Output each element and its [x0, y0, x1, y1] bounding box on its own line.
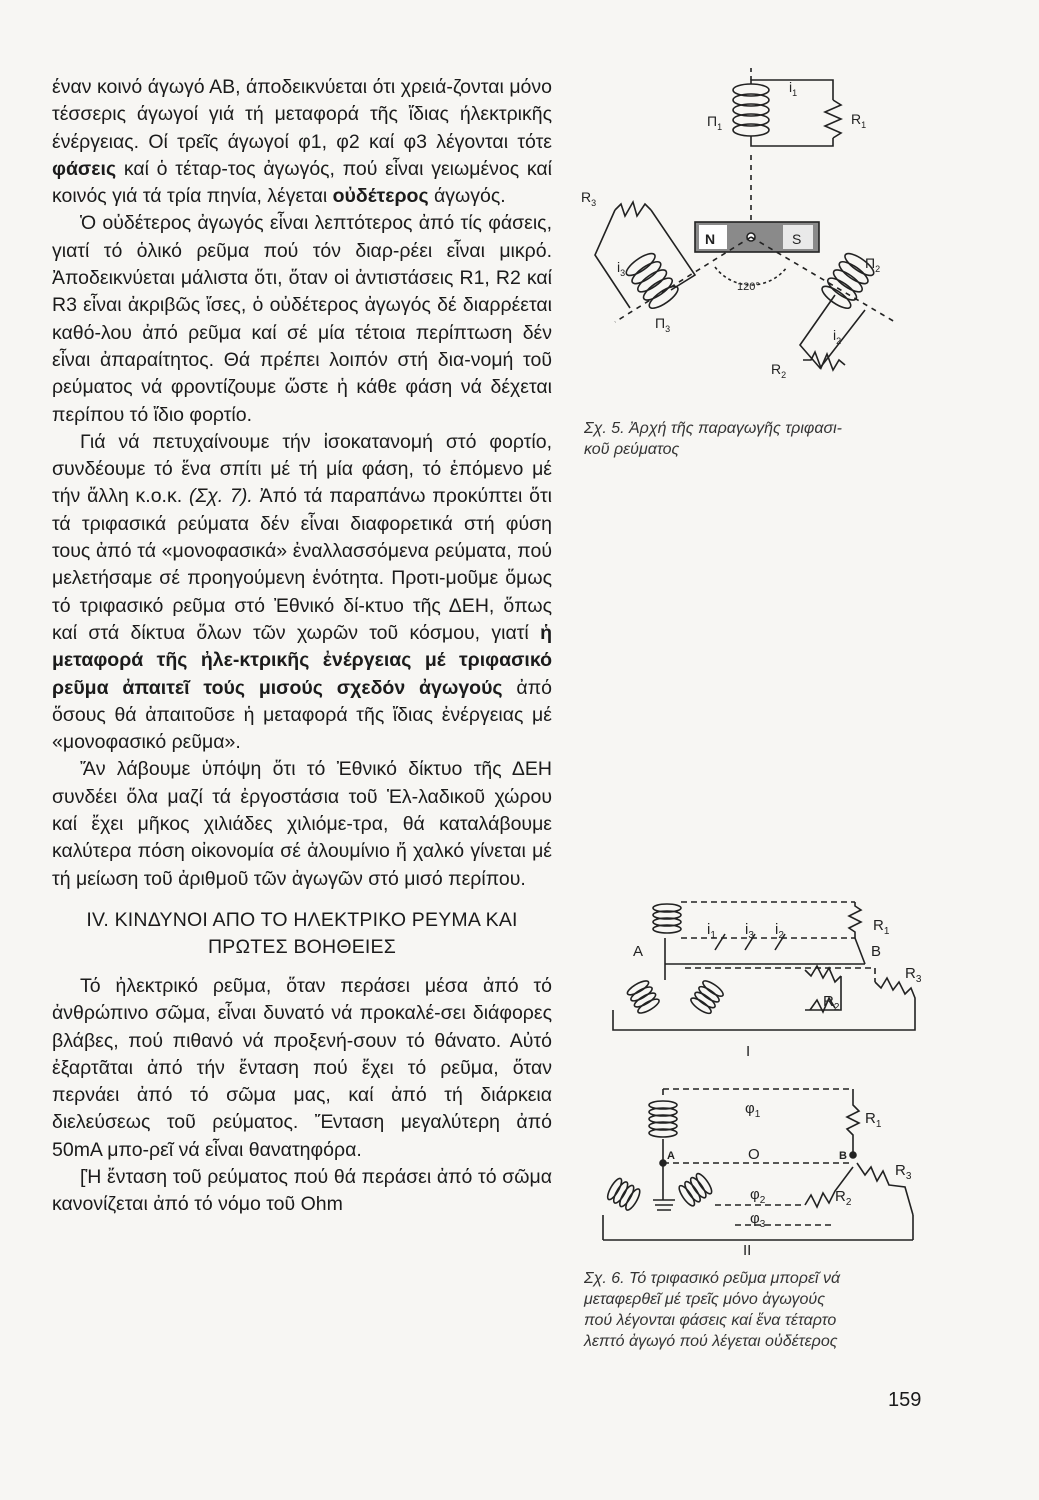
figure-5-caption: Σχ. 5. Ἀρχή τῆς παραγωγῆς τριφασι- κοῦ ρεύματος: [584, 420, 842, 458]
label-i1-top: $i_1$: [707, 921, 716, 941]
p3-run-4: ἀπό ὅσους θά ἀπαιτοῦσε ἡ μεταφορά τῆς ἴδιας ἐνέργειας μέ «μονοφασικό ρεῦμα».: [52, 676, 552, 754]
label-i3-top: $i_3$: [745, 921, 754, 941]
label-phi1: $\varphi_1$: [745, 1100, 761, 1120]
figure-5-diagram: [575, 60, 915, 400]
p6-run-0: [Ἡ ἔνταση τοῦ ρεύματος πού θά περάσει ἀπό τό σῶμα κανονίζεται ἀπό τό νόμο τοῦ Ohm: [52, 1165, 552, 1216]
p1-run-2: καί ὁ τέταρ-τος ἀγωγός, πού εἶναι γειωμένος καί κοινός γιά τά τρία πηνία, λέγεται: [52, 157, 552, 208]
label-i1: $i_1$: [789, 79, 798, 98]
p1-run-3: οὐδέτερος: [332, 185, 429, 208]
coil-ii-center: [677, 1172, 715, 1208]
p3-run-2: Ἀπό τά παραπάνω προκύπτει ὅτι τά τριφασικά ρεύματα δέν εἶναι διαφορετικά στή φύση τους ἀπό τά «μονοφασικά» ἐναλλασσόμενα ρεύματα, πού μελετήσαμε σέ προηγούμενη ἑνότητα. Προτι-μοῦμε ὅμως τό τριφασικό ρεῦμα στό Ἐθνικό δί-κτυο τῆς ΔΕΗ, ὅπως καί στά δίκτυα ὅλων τῶν χωρῶν τοῦ κόσμου, γιατί: [52, 485, 552, 644]
coil-top-left: [653, 904, 681, 933]
main-text-column: [52, 74, 552, 1219]
paragraph-3: [52, 429, 552, 757]
label-roman-ii: II: [743, 1242, 752, 1259]
p1-run-0: έναν κοινό άγωγό ΑΒ, άποδεικνύεται ότι χρειά-ζονται μόνο τέσσερις άγωγοί γιά τή μεταφορά τῆς ἴδιας ήλεκτρικῆς ένέργειας. Οί τρεῖς άγωγοί φ1, φ2 καί φ3 λέγονται τότε: [52, 76, 552, 153]
coil-bottom-center: [689, 978, 725, 1016]
paragraph-1: [52, 74, 552, 210]
label-i3: $i_3$: [617, 259, 626, 278]
label-i2-top: $i_2$: [775, 921, 784, 941]
label-south: S: [792, 231, 802, 247]
label-r1-top: $R_1$: [873, 917, 890, 937]
label-pi1: $\Pi_1$: [707, 113, 723, 132]
figure-6-caption: Σχ. 6. Τό τριφασικό ρεῦμα μπορεῖ νά μεταφερθεῖ μέ τρεῖς μόνο ἀγωγούς πού λέγονται φάσεις καί ἕνα τέταρτο λεπτό ἀγωγό πού λέγεται οὐδέτερος: [584, 1270, 841, 1350]
paragraph-2: [52, 210, 552, 428]
page-number: 159: [888, 1389, 922, 1411]
section-heading-line-1: IV. ΚΙΝΔΥΝΟΙ ΑΠΟ ΤΟ ΗΛΕΚΤΡΙΚΟ ΡΕΥΜΑ ΚΑΙ: [86, 908, 518, 931]
figure-6-diagram-II: [595, 1075, 940, 1260]
p1-run-4: άγωγός.: [428, 185, 506, 208]
label-r2-top: $R_2$: [823, 993, 840, 1013]
coil-pi1: [733, 84, 769, 136]
label-r3-bottom: $R_3$: [895, 1162, 912, 1182]
label-r2-bottom: $R_2$: [835, 1188, 852, 1208]
section-heading: [52, 907, 552, 961]
coil-ii-top: [649, 1101, 677, 1137]
p1-run-1: φάσεις: [52, 157, 117, 180]
coil-pi3: [623, 250, 681, 312]
paragraph-6: [52, 1164, 552, 1219]
label-r2: $R_2$: [771, 361, 787, 380]
p4-run-0: Ἄν λάβουμε ὑπόψη ὅτι τό Ἐθνικό δίκτυο τῆς ΔΕΗ συνδέει ὅλα μαζί τά ἐργοστάσια τοῦ Ἑλ-λαδικοῦ χώρου καί ἔχει μῆκος χιλιάδες χιλιόμε-τρα, θά καταλάβουμε καλύτερα πόση οἰκονομία σέ ἀλουμίνιο ἤ χαλκό γίνεται μέ τή μείωση τοῦ ἀριθμοῦ τῶν ἀγωγῶν στό μισό περίπου.: [52, 758, 552, 890]
label-north: N: [705, 231, 716, 247]
section-heading-line-2: ΠΡΩΤΕΣ ΒΟΗΘΕΙΕΣ: [208, 935, 396, 958]
p3-run-1: (Σχ. 7).: [188, 485, 253, 508]
coil-bottom-left: [626, 978, 661, 1015]
paragraph-4: [52, 756, 552, 892]
label-phi2: $\varphi_2$: [750, 1186, 766, 1206]
label-phi3: $\varphi_3$: [750, 1210, 766, 1230]
p3-run-3: ἡ μεταφορά τῆς ἠλε-κτρικῆς ἐνέργειας μέ τριφασικό ρεῦμα ἀπαιτεῖ τούς μισούς σχεδόν ἀγωγούς: [52, 621, 552, 699]
label-b-top: B: [871, 943, 882, 960]
resistor-r3: [615, 202, 651, 216]
p5-run-0: Τό ἠλεκτρικό ρεῦμα, ὅταν περάσει μέσα ἀπό τό ἀνθρώπινο σῶμα, εἶναι δυνατό νά προκαλέ-σει διάφορες βλάβες, πού πιθανό νά προξενή-σουν τό θάνατο. Αὐτό ἐξαρτᾶται ἀπό τήν ἔνταση πού ἔχει τό ρεῦμα, ὅταν περνάει ἀπό τό σῶμα μας, καί ἀπό τή διάρκεια διελεύσεως τοῦ ρεύματος. Ἔνταση μεγαλύτερη ἀπό 50mA μπο-ρεῖ νά εἶναι θανατηφόρα.: [52, 974, 552, 1161]
p2-run-0: Ὁ οὐδέτερος ἀγωγός εἶναι λεπτότερος ἀπό τίς φάσεις, γιατί τό ὁλικό ρεῦμα πού τόν διαρ-ρέει εἶναι μικρό. Ἀποδεικνύεται μάλιστα ὅτι, ὅταν οἱ ἀντιστάσεις R1, R2 καί R3 εἶναι ἀκριβῶς ἴσες, ὁ οὐδέτερος ἀγωγός δέ διαρρέεται καθό-λου ἀπό ρεῦμα καί σέ μία τέτοια περίπτωση δέν εἶναι ἀπαραίτητος. Θά πρέπει λοιπόν στή δια-νομή τοῦ ρεύματος νά φροντίζουμε ὥστε ἡ κάθε φάση νά δέχεται περίπου τό ἴδιο φορτίο.: [52, 212, 552, 426]
label-r1: $R_1$: [851, 111, 867, 130]
label-a-bottom: A: [667, 1150, 675, 1162]
label-pi3: $\Pi_3$: [655, 315, 671, 334]
label-r1-bottom: $R_1$: [865, 1110, 882, 1130]
label-r3: $R_3$: [581, 189, 597, 208]
figure-6-diagram-I: [605, 890, 940, 1060]
paragraph-5: [52, 973, 552, 1164]
label-b-bottom: B: [839, 1150, 847, 1162]
label-angle: 120°: [737, 281, 760, 293]
label-o: O: [748, 1146, 760, 1163]
label-i2: $i_2$: [833, 327, 842, 346]
coil-ii-left: [605, 1177, 642, 1212]
resistor-r1: [825, 100, 841, 138]
label-pi2: $\Pi_2$: [865, 255, 881, 274]
p3-run-0: Γιά νά πετυχαίνουμε τήν ἰσοκατανομή στό φορτίο, συνδέουμε τό ἕνα σπίτι μέ τή μία φάση, τό ἑπόμενο μέ τήν ἄλλη κ.ο.κ.: [52, 430, 552, 508]
label-r3-top: $R_3$: [905, 965, 922, 985]
label-a-top: A: [633, 943, 644, 960]
label-roman-i: I: [746, 1043, 751, 1060]
